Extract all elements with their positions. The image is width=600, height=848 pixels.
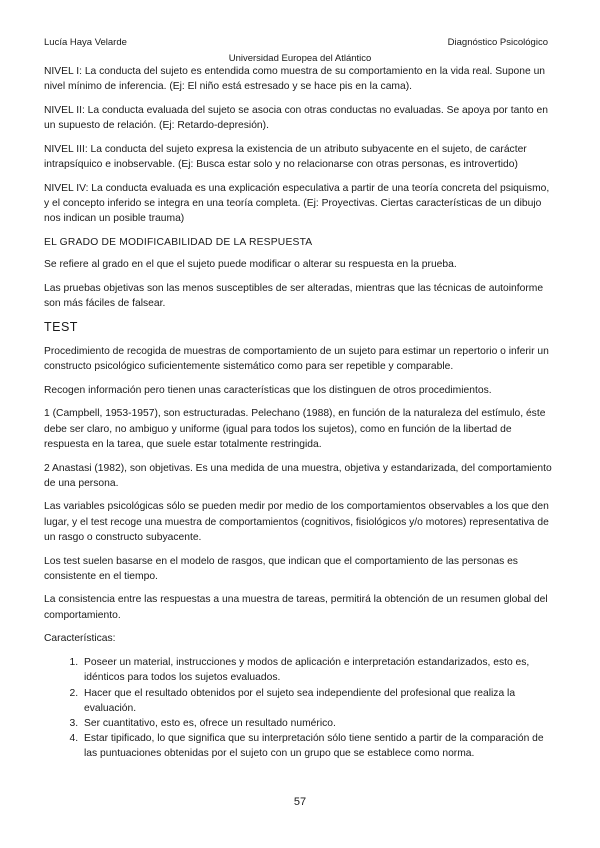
paragraph-test-3: 1 (Campbell, 1953-1957), son estructuradas. Pelechano (1988), en función de la naturaleza del estímulo, éste debe ser claro, no ambiguo y uniforme (igual para todos los sujetos), como en función de la libertad de respuesta en la tarea, que suele estar totalmente restringida.: [44, 408, 546, 450]
paragraph-test-1: Procedimiento de recogida de muestras de comportamiento de un sujeto para estimar un repertorio o inferir un constructo psicológico suficientemente sistemático como para ser repetible y comparable.: [44, 345, 549, 373]
page-number: 57: [293, 796, 307, 808]
paragraph-nivel-2: NIVEL II: La conducta evaluada del sujeto se asocia con otras conductas no evaluadas. Se apoya por tanto en un supuesto de relación. (Ej: Retardo-depresión).: [44, 104, 548, 132]
header-subject: Diagnóstico Psicológico: [447, 37, 548, 48]
caracteristicas-list: [44, 655, 556, 761]
paragraph-test-5: Las variables psicológicas sólo se pueden medir por medio de los comportamientos observables a los que den lugar, y el test recoge una muestra de comportamientos (cognitivos, fisiológicos y/o motores) representativa de un rasgo o constructo subyacente.: [44, 501, 549, 543]
paragraph-nivel-4: NIVEL IV: La conducta evaluada es una explicación especulativa a partir de una teoría concreta del psiquismo, y el concepto inferido se integra en una teoría completa. (Ej: Proyectivas. Ciertas características de un dibujo nos indican un posible trauma): [44, 182, 550, 225]
caracteristicas-label: Características:: [44, 633, 116, 645]
section-heading-grado: EL GRADO DE MODIFICABILIDAD DE LA RESPUESTA: [44, 236, 313, 248]
list-item: 2. Hacer que el resultado obtenidos por el sujeto sea independiente del profesional que realiza la evaluación.: [81, 686, 556, 716]
header-university: Universidad Europea del Atlántico: [228, 53, 372, 64]
header-author: Lucía Haya Velarde: [44, 37, 127, 48]
paragraph-test-2: Recogen información pero tienen unas características que los distinguen de otros procedimientos.: [44, 384, 492, 396]
page-body: [44, 64, 556, 762]
list-item: 3. Ser cuantitativo, esto es, ofrece un resultado numérico.: [81, 716, 556, 731]
paragraph-grado-1: Se refiere al grado en el que el sujeto puede modificar o alterar su respuesta en la prueba.: [44, 259, 457, 271]
paragraph-test-4: 2 Anastasi (1982), son objetivas. Es una medida de una muestra, objetiva y estandarizada, del comportamiento de una persona.: [44, 462, 552, 489]
list-item: 1. Poseer un material, instrucciones y modos de aplicación e interpretación estandarizados, esto es, idénticos para todos los sujetos evaluados.: [81, 655, 556, 685]
paragraph-nivel-3: NIVEL III: La conducta del sujeto expresa la existencia de un atributo subyacente en el sujeto, de carácter intrapsíquico e inobservable. (Ej: Busca estar solo y no relacionarse con otras personas, es introvertido): [44, 143, 527, 171]
paragraph-test-6: Los test suelen basarse en el modelo de rasgos, que indican que el comportamiento de las personas es consistente en el tiempo.: [44, 555, 518, 582]
section-heading-test: TEST: [44, 319, 78, 334]
paragraph-test-7: La consistencia entre las respuestas a una muestra de tareas, permitirá la obtención de un resumen global del comportamiento.: [44, 594, 548, 621]
paragraph-nivel-1: NIVEL I: La conducta del sujeto es entendida como muestra de su comportamiento en la vida real. Supone un nivel mínimo de inferencia. (Ej: El niño está estresado y se hace pis en la cama).: [44, 66, 546, 93]
list-item: 4. Estar tipificado, lo que significa que su interpretación sólo tiene sentido a partir de la comparación de las puntuaciones obtenidas por el sujeto con un grupo que se establece como norma.: [81, 731, 556, 761]
paragraph-grado-2: Las pruebas objetivas son las menos susceptibles de ser alteradas, mientras que las técnicas de autoinforme son más fáciles de falsear.: [44, 282, 544, 309]
